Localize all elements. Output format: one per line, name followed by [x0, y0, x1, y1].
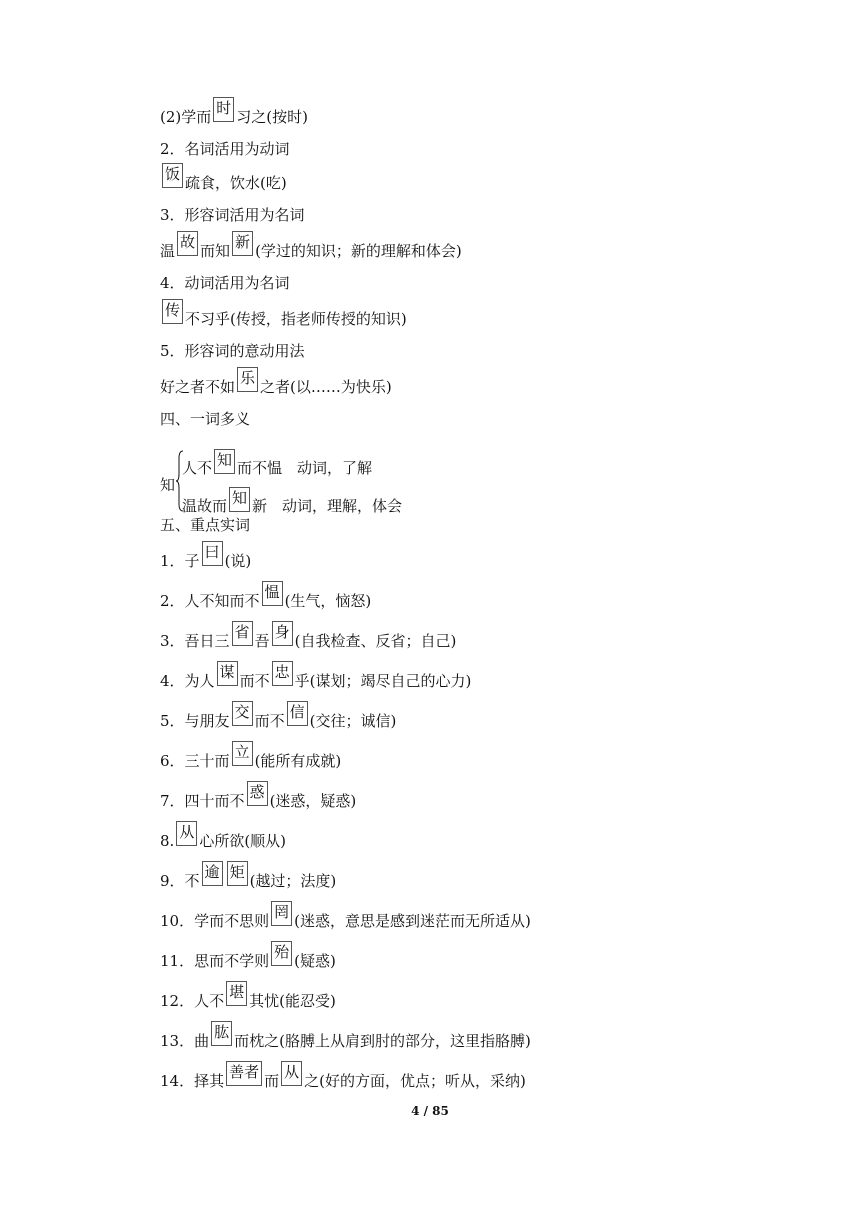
text-run: 而不 — [239, 672, 270, 690]
boxed-word: 曰 — [202, 541, 223, 566]
boxed-word: 善者 — [226, 1061, 262, 1086]
text-run: 10．学而不思则 — [160, 912, 270, 930]
text-run: 而不愠 动词，了解 — [237, 459, 373, 477]
text-line — [160, 980, 336, 1010]
text-line — [160, 1020, 531, 1050]
boxed-word: 新 — [232, 231, 253, 256]
text-run: 而知 — [200, 242, 231, 260]
text-run: 3．形容词活用为名词 — [160, 206, 305, 224]
text-run: 之者(以……为快乐) — [260, 378, 392, 396]
text-run: 6．三十而 — [160, 752, 230, 770]
text-line — [160, 820, 286, 850]
boxed-word: 逾 — [202, 861, 223, 886]
text-run: (迷惑，意思是感到迷茫而无所适从) — [294, 912, 531, 930]
boxed-word: 堪 — [226, 981, 247, 1006]
boxed-word: 惑 — [247, 781, 268, 806]
boxed-word: 故 — [177, 231, 198, 256]
text-line — [160, 162, 287, 192]
text-run: 4．为人 — [160, 672, 215, 690]
text-run: 14．择其 — [160, 1072, 225, 1090]
text-line — [160, 940, 336, 970]
text-run: 2．人不知而不 — [160, 592, 260, 610]
text-run: (自我检查、反省；自己) — [294, 632, 457, 650]
boxed-word: 殆 — [271, 941, 292, 966]
boxed-word: 矩 — [227, 861, 248, 886]
text-line — [160, 780, 356, 810]
text-run: 12．人不 — [160, 992, 225, 1010]
boxed-word: 知 — [229, 487, 250, 512]
text-line — [160, 330, 305, 360]
text-run: 四、一词多义 — [160, 410, 251, 428]
text-line — [160, 398, 250, 428]
boxed-word: 知 — [214, 449, 235, 474]
text-line — [160, 194, 305, 224]
text-line — [160, 366, 392, 396]
text-run: 其忧(能忍受) — [249, 992, 336, 1010]
text-line — [160, 660, 471, 690]
text-run: 8. — [160, 832, 175, 850]
text-run: 温 — [160, 242, 176, 260]
text-run: 心所欲(顺从) — [199, 832, 287, 850]
boxed-word: 谋 — [217, 661, 238, 686]
boxed-word: 时 — [213, 97, 234, 122]
text-run: 人不 — [182, 459, 213, 477]
text-line — [160, 230, 462, 260]
text-run: (迷惑，疑惑) — [269, 792, 357, 810]
page-number: 4 / 85 — [411, 1104, 449, 1118]
text-run: (疑惑) — [294, 952, 336, 970]
text-run: 温故而 — [182, 497, 228, 515]
text-line — [160, 1060, 526, 1090]
text-line — [160, 860, 336, 890]
text-run: 5．形容词的意动用法 — [160, 342, 305, 360]
text-run: (学过的知识；新的理解和体会) — [255, 242, 462, 260]
text-run: 而不 — [254, 712, 285, 730]
text-run: (越过；法度) — [249, 872, 337, 890]
polysemy-head-char: 知 — [160, 476, 176, 494]
boxed-word: 信 — [287, 701, 308, 726]
text-run: 好之者不如 — [160, 378, 236, 396]
text-run: 不习乎(传授，指老师传授的知识) — [185, 310, 407, 328]
text-run: (生气，恼怒) — [284, 592, 372, 610]
text-run: 之(好的方面，优点；听从，采纳) — [304, 1072, 526, 1090]
boxed-word: 身 — [272, 621, 293, 646]
text-run: 而枕之(胳膊上从肩到肘的部分，这里指胳膊) — [234, 1032, 531, 1050]
text-run: 11．思而不学则 — [160, 952, 270, 970]
boxed-word: 交 — [232, 701, 253, 726]
text-run: 新 动词，理解，体会 — [252, 497, 403, 515]
text-run: 而 — [264, 1072, 280, 1090]
text-line — [160, 740, 341, 770]
text-run: 9．不 — [160, 872, 200, 890]
text-run: 4．动词活用为名词 — [160, 274, 290, 292]
text-line — [160, 900, 531, 930]
polysemy-line — [182, 486, 402, 516]
text-run: 7．四十而不 — [160, 792, 245, 810]
boxed-word: 从 — [176, 821, 197, 846]
boxed-word: 罔 — [271, 901, 292, 926]
boxed-word: 传 — [162, 299, 183, 324]
polysemy-line — [182, 448, 372, 478]
text-run: 五、重点实词 — [160, 516, 251, 534]
boxed-word: 肱 — [211, 1021, 232, 1046]
text-run: 1．子 — [160, 552, 200, 570]
boxed-word: 立 — [232, 741, 253, 766]
text-run: (说) — [224, 552, 252, 570]
text-line — [160, 580, 371, 610]
text-run: 3．吾日三 — [160, 632, 230, 650]
text-line — [160, 298, 407, 328]
text-run: 吾 — [254, 632, 270, 650]
text-run: 13．曲 — [160, 1032, 210, 1050]
boxed-word: 省 — [232, 621, 253, 646]
text-run: 乎(谋划；竭尽自己的心力) — [294, 672, 472, 690]
text-line — [160, 700, 396, 730]
text-line — [160, 620, 456, 650]
boxed-word: 忠 — [272, 661, 293, 686]
boxed-word: 饭 — [162, 163, 183, 188]
text-line — [160, 540, 251, 570]
boxed-word: 愠 — [262, 581, 283, 606]
polysemy-block — [160, 448, 560, 518]
text-run: (2)学而 — [160, 108, 212, 126]
text-run: 疏食，饮水(吃) — [185, 174, 287, 192]
text-line — [160, 128, 290, 158]
text-run: 2．名词活用为动词 — [160, 140, 290, 158]
text-run: 习之(按时) — [236, 108, 308, 126]
text-run: 5．与朋友 — [160, 712, 230, 730]
text-run: (能所有成就) — [254, 752, 342, 770]
text-line — [160, 96, 308, 126]
text-run: (交往；诚信) — [309, 712, 397, 730]
boxed-word: 从 — [281, 1061, 302, 1086]
text-line — [160, 262, 290, 292]
boxed-word: 乐 — [237, 367, 258, 392]
